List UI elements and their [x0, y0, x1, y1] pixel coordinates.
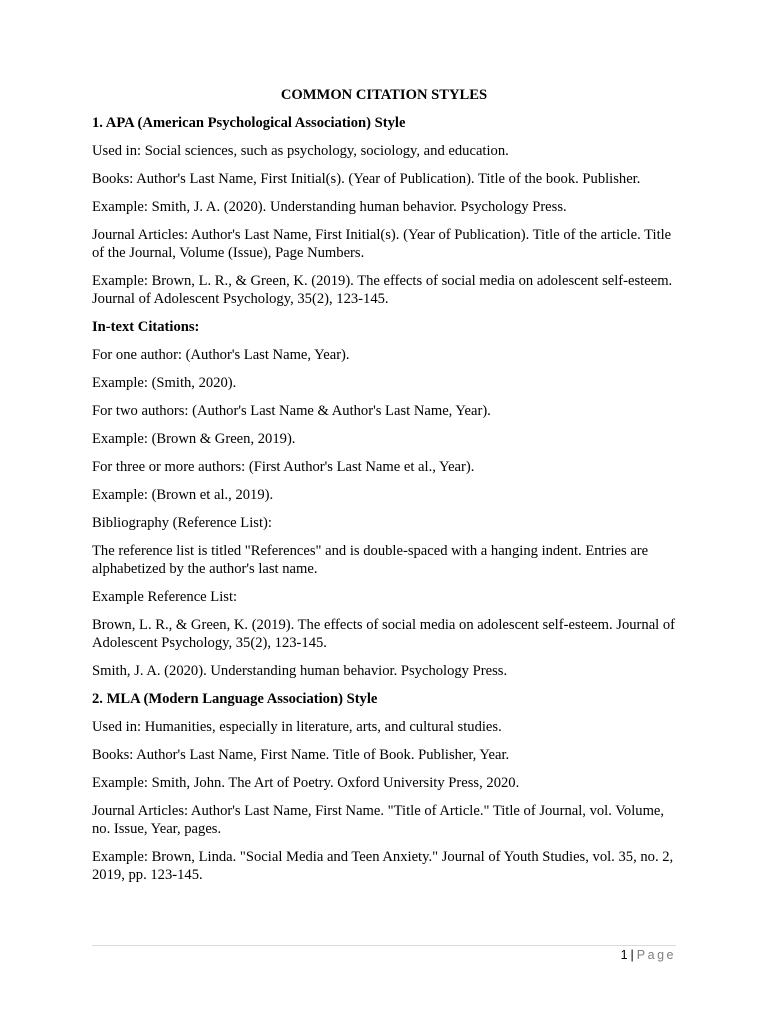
paragraph: Example: Brown, Linda. "Social Media and Teen Anxiety." Journal of Youth Studies, vol. 35, no. 2, 2019, pp. 123-145.: [92, 849, 674, 883]
page-footer: [621, 947, 676, 963]
paragraph: Example Reference List:: [92, 589, 238, 605]
document-title: COMMON CITATION STYLES: [280, 87, 488, 103]
document-page: [92, 86, 676, 894]
paragraph: Journal Articles: Author's Last Name, First Name. "Title of Article." Title of Journal, vol. Volume, no. Issue, Year, pages.: [92, 803, 665, 837]
paragraph: The reference list is titled "References" and is double-spaced with a hanging indent. Entries are alphabetized by the author's last name.: [92, 543, 649, 577]
paragraph: Example: Brown, L. R., & Green, K. (2019). The effects of social media on adolescent self-esteem. Journal of Adolescent Psychology, 35(2), 123-145.: [92, 273, 673, 307]
paragraph: Brown, L. R., & Green, K. (2019). The effects of social media on adolescent self-esteem. Journal of Adolescent Psychology, 35(2), 123-145.: [92, 617, 676, 651]
paragraph: For one author: (Author's Last Name, Year).: [92, 347, 350, 363]
footer-separator: |: [630, 948, 634, 962]
paragraph: For two authors: (Author's Last Name & Author's Last Name, Year).: [92, 403, 491, 419]
page-label: Page: [636, 948, 676, 962]
section-heading: 1. APA (American Psychological Association) Style: [92, 115, 406, 131]
paragraph: Example: (Smith, 2020).: [92, 375, 237, 391]
paragraph: Used in: Humanities, especially in literature, arts, and cultural studies.: [92, 719, 502, 735]
paragraph: Example: Smith, J. A. (2020). Understanding human behavior. Psychology Press.: [92, 199, 567, 215]
paragraph: Books: Author's Last Name, First Name. Title of Book. Publisher, Year.: [92, 747, 510, 763]
paragraph: Journal Articles: Author's Last Name, First Initial(s). (Year of Publication). Title of the article. Title of the Journal, Volume (Issue), Page Numbers.: [92, 227, 672, 261]
paragraph: Smith, J. A. (2020). Understanding human behavior. Psychology Press.: [92, 663, 508, 679]
paragraph: Example: (Brown & Green, 2019).: [92, 431, 296, 447]
paragraph: For three or more authors: (First Author's Last Name et al., Year).: [92, 459, 475, 475]
paragraph: Example: Smith, John. The Art of Poetry. Oxford University Press, 2020.: [92, 775, 520, 791]
paragraph: Bibliography (Reference List):: [92, 515, 272, 531]
paragraph: Books: Author's Last Name, First Initial(s). (Year of Publication). Title of the book. Publisher.: [92, 171, 641, 187]
footer-divider: [92, 945, 676, 946]
section-heading: In-text Citations:: [92, 319, 200, 335]
page-number: 1: [620, 948, 628, 962]
document-body: [92, 114, 676, 884]
paragraph: Example: (Brown et al., 2019).: [92, 487, 274, 503]
section-heading: 2. MLA (Modern Language Association) Style: [92, 691, 378, 707]
paragraph: Used in: Social sciences, such as psychology, sociology, and education.: [92, 143, 509, 159]
